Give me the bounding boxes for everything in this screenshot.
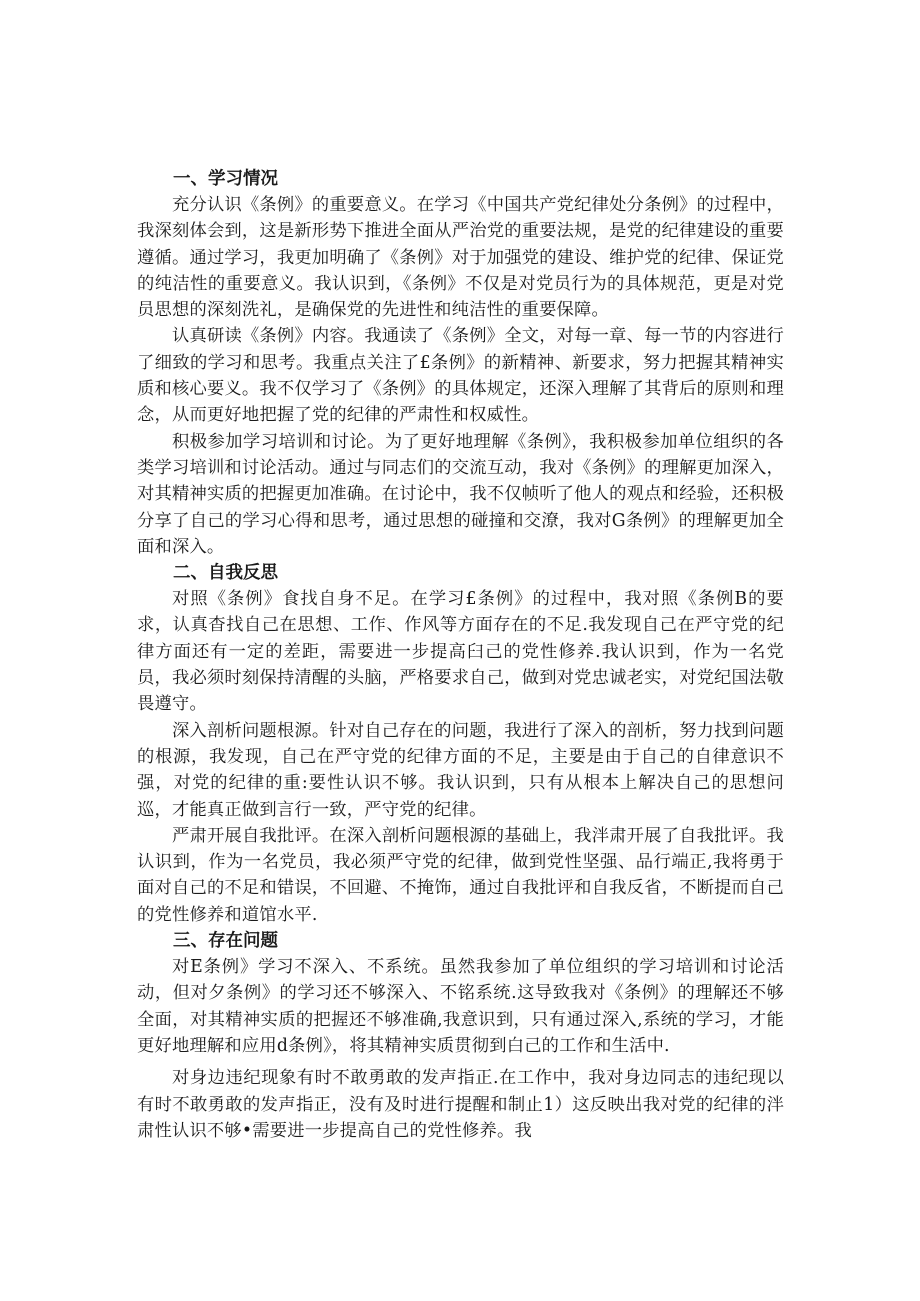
paragraph: 充分认识《条例》的重要意义。在学习《中国共产党纪律处分条例》的过程中，我深刻体会到，这是新形势下推进全面从严治党的重要法规，是党的纪律建设的重要遵循。通过学习，我更加明确了《条例》对于加强党的建设、维护党的纪律、保证党的纯洁性的重要意义。我认识到，《条例》不仅是对党员行为的具体规范，更是对党员思想的深刻洗礼，是确保党的先进性和纯洁性的重要保障。 — [137, 195, 784, 321]
paragraph: 严肃开展自我批评。在深入剖析问题根源的基础上，我泮肃开展了自我批评。我认识到，作为一名党员，我必须严守党的纪律，做到党性坚强、品行端正,我将勇于面对自己的不足和错误，不回避、不掩饰，通过自我批评和自我反省，不断提而自己的党性修养和道馆水平. — [137, 825, 784, 925]
section-existing-problems — [137, 928, 784, 1144]
paragraph: 对身边违纪现象有时不敢勇敢的发声指正.在工作中，我对身边同志的违纪现以有时不敢勇敢的发声指正，没有及时进行提醒和制止1）这反映出我对党的纪律的泮肃性认识不够•需要进一步提高自己的党性修养。我 — [137, 1068, 784, 1141]
paragraph: 认真研读《条例》内容。我通读了《条例》全文，对每一章、每一节的内容进行了细致的学习和思考。我重点关注了£条例》的新精神、新要求，努力把握其精神实质和核心要义。我不仅学习了《条例》的具体规定，还深入理解了其背后的原则和理念，从而更好地把握了党的纪律的严肃性和权威性。 — [137, 326, 784, 426]
document-page — [137, 166, 784, 1144]
section-heading: 一、学习情况 — [173, 169, 278, 189]
section-heading: 二、自我反思 — [173, 563, 278, 584]
section-study — [137, 166, 784, 560]
paragraph: 对E条例》学习不深入、不系统。虽然我参加了单位组织的学习培训和讨论活动，但对夕条例》的学习还不够深入、不铭系统.这导致我对《条例》的理解还不够全面，对其精神实质的把握还不够准确,我意识到，只有通过深入,系统的学习，才能更好地理解和应用d条例》，将其精神实质贯彻到白己的工作和生活中. — [137, 957, 784, 1056]
paragraph: 对照《条例》食找自身不足。在学习£条例》的过程中，我对照《条例B的要求，认真杳找自己在思想、工作、作风等方面存在的不足.我发现自己在严守党的纪律方面还有一定的差距，需要进一步提高臼己的党性修养.我认识到，作为一名党员，我必须时刻保持清醒的头脑，严格要求自己，做到对党忠诚老实，对党纪国法敬畏遵守。 — [137, 589, 784, 715]
paragraph: 深入剖析问题根源。针对自己存在的问题，我进行了深入的剖析，努力找到问题的根源，我发现，自己在严守党的纪律方面的不足，主要是由于自己的自律意识不强，对党的纪律的重:要性认识不够。我认识到，只有从根本上解决自己的思想问巡，才能真正做到言行一致，严守党的纪律。 — [137, 720, 784, 820]
section-self-reflection — [137, 560, 784, 928]
section-heading: 三、存在问题 — [173, 931, 278, 952]
paragraph: 积极参加学习培训和讨论。为了更好地理解《条例》，我积极参加单位组织的各类学习培训和讨论活动。通过与同志们的交流互动，我对《条例》的理解更加深入，对其精神实质的把握更加准确。在讨论中，我不仅帧听了他人的观点和经验，还积极分享了自己的学习心得和思考，通过思想的碰撞和交潦，我对G条例》的理解更加全面和深入。 — [137, 431, 784, 557]
